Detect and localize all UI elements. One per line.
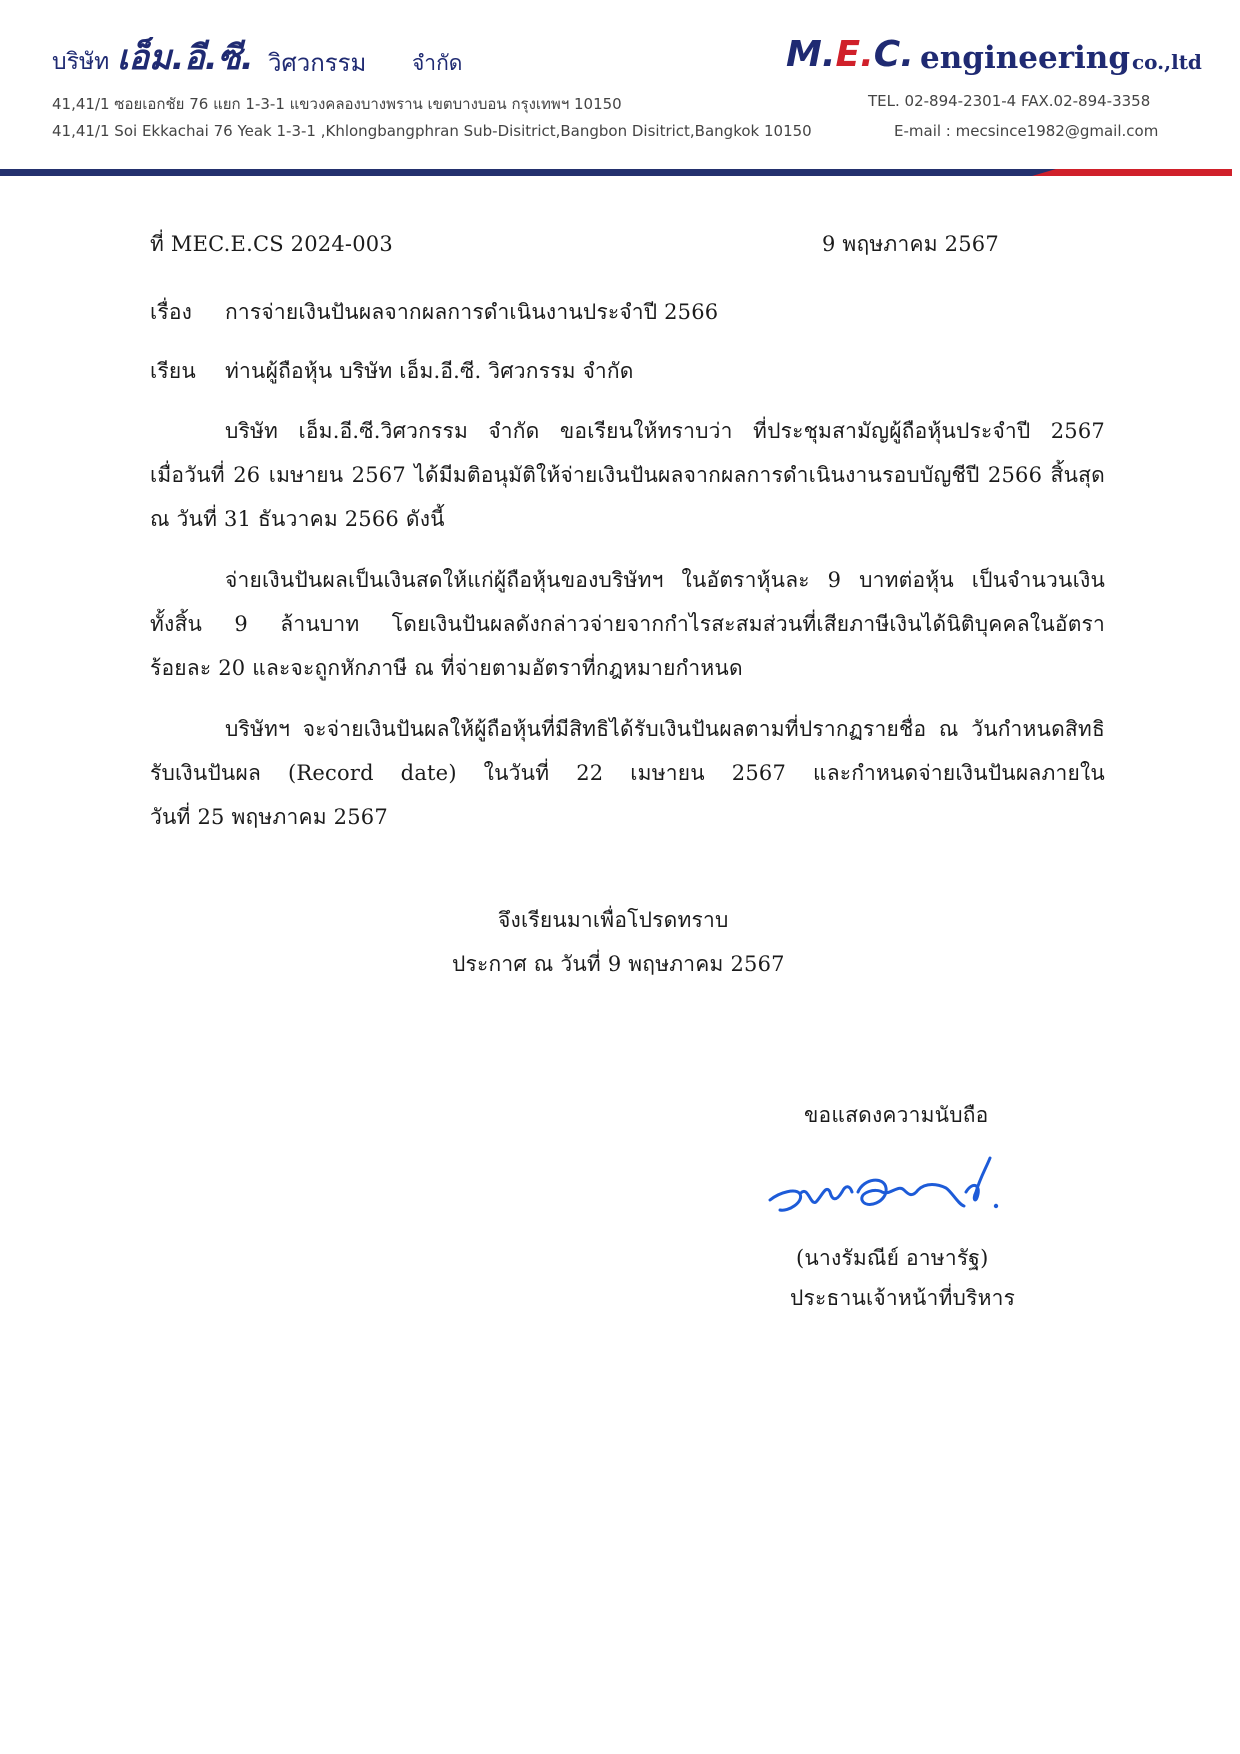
paragraph-1-line: เมื่อวันที่ 26 เมษายน 2567 ได้มีมติอนุมัติให้จ่ายเงินปันผลจากผลการดำเนินงานรอบบัญชีปี 2566 สิ้นสุด [150, 463, 1105, 487]
signer-title: ประธานเจ้าหน้าที่บริหาร [790, 1286, 1016, 1310]
reference-number: ที่ MEC.E.CS 2024-003 [150, 232, 393, 256]
tel-fax: TEL. 02-894-2301-4 FAX.02-894-3358 [868, 92, 1151, 110]
company-name-th-prefix: บริษัท [52, 49, 110, 75]
logo-mec-m: M. [786, 34, 836, 75]
announcement-date-line: ประกาศ ณ วันที่ 9 พฤษภาคม 2567 [452, 952, 785, 976]
logo-engineering-text: engineering [920, 40, 1131, 76]
paragraph-3-line: รับเงินปันผล (Record date) ในวันที่ 22 เมษายน 2567 และกำหนดจ่ายเงินปันผลภายใน [150, 761, 1105, 785]
paragraph-2-line: ร้อยละ 20 และจะถูกหักภาษี ณ ที่จ่ายตามอัตราที่กฎหมายกำหนด [150, 656, 743, 680]
mec-logo [786, 34, 914, 75]
signature-icon [766, 1148, 1016, 1228]
header-divider-red [1032, 169, 1232, 176]
letter-date: 9 พฤษภาคม 2567 [822, 232, 999, 256]
subject-text: การจ่ายเงินปันผลจากผลการดำเนินงานประจำปี 2566 [225, 300, 719, 324]
email-address: E-mail : mecsince1982@gmail.com [894, 122, 1159, 140]
paragraph-1-line: บริษัท เอ็ม.อี.ซี.วิศวกรรม จำกัด ขอเรียนให้ทราบว่า ที่ประชุมสามัญผู้ถือหุ้นประจำปี 2567 [225, 419, 1105, 443]
recipient-text: ท่านผู้ถือหุ้น บริษัท เอ็ม.อี.ซี. วิศวกรรม จำกัด [225, 359, 634, 383]
company-name-th-suffix: วิศวกรรม [268, 49, 367, 77]
company-name-th-suffix-2: จำกัด [412, 51, 463, 75]
address-th: 41,41/1 ซอยเอกชัย 76 แยก 1-3-1 แขวงคลองบางพราน เขตบางบอน กรุงเทพฯ 10150 [52, 95, 622, 113]
recipient-label: เรียน [150, 359, 196, 383]
closing-line: จึงเรียนมาเพื่อโปรดทราบ [498, 908, 729, 932]
logo-mec-c: C. [873, 34, 914, 75]
subject-label: เรื่อง [150, 300, 193, 324]
signer-name: (นางรัมณีย์ อาษารัฐ) [796, 1246, 989, 1270]
paragraph-1-line: ณ วันที่ 31 ธันวาคม 2566 ดังนี้ [150, 507, 445, 531]
company-name-th-logo: เอ็ม.อี.ซี. [117, 38, 254, 78]
paragraph-2-line: จ่ายเงินปันผลเป็นเงินสดให้แก่ผู้ถือหุ้นของบริษัทฯ ในอัตราหุ้นละ 9 บาทต่อหุ้น เป็นจำนวนเงิน [225, 568, 1105, 592]
paragraph-2-line: ทั้งสิ้น 9 ล้านบาท โดยเงินปันผลดังกล่าวจ่ายจากกำไรสะสมส่วนที่เสียภาษีเงินได้นิติบุคคลในอัตรา [150, 612, 1105, 636]
logo-co-ltd-text: co.,ltd [1132, 50, 1202, 74]
paragraph-3-line: บริษัทฯ จะจ่ายเงินปันผลให้ผู้ถือหุ้นที่มีสิทธิได้รับเงินปันผลตามที่ปรากฏรายชื่อ ณ วันกำหนดสิทธิ [225, 717, 1105, 741]
regards-text: ขอแสดงความนับถือ [804, 1103, 989, 1127]
logo-mec-e: E. [835, 34, 874, 75]
paragraph-3-line: วันที่ 25 พฤษภาคม 2567 [150, 805, 388, 829]
address-en: 41,41/1 Soi Ekkachai 76 Yeak 1-3-1 ,Khlongbangphran Sub-Disitrict,Bangbon Disitrict,Bangkok 10150 [52, 122, 812, 140]
